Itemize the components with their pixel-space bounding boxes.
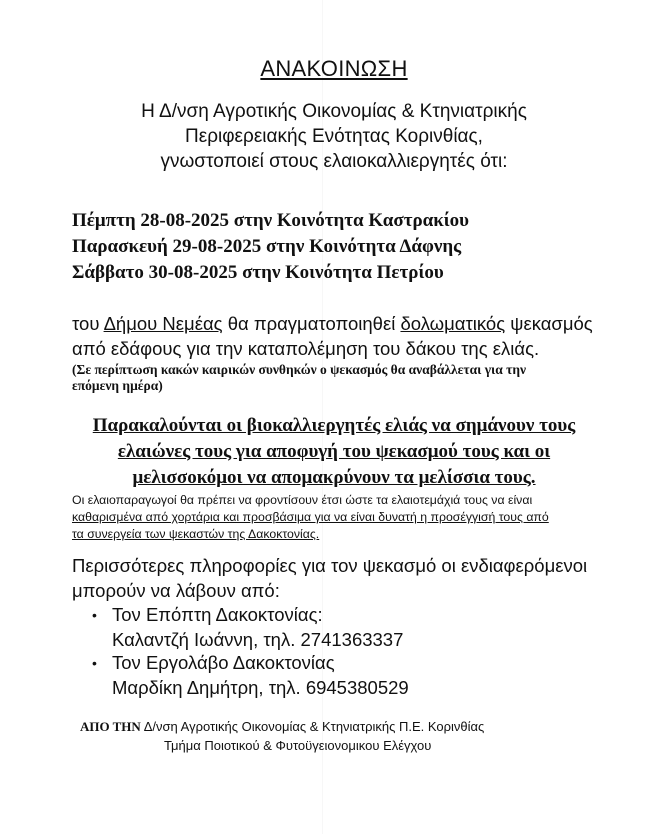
contact-contractor-role: Τον Εργολάβο Δακοκτονίας [112, 652, 335, 673]
bait-spray-term: δολωματικός [400, 313, 506, 334]
appeal-line-3: μελισσοκόμοι να απομακρύνουν τα μελίσσια τους. [132, 467, 536, 488]
intro-line-1: Η Δ/νση Αγροτικής Οικονομίας & Κτηνιατρικής [141, 101, 527, 122]
appeal-line-2: ελαιώνες τους για αποφυγή του ψεκασμού τους και οι [117, 441, 551, 462]
intro-line-3: γνωστοποιεί στους ελαιοκαλλιεργητές ότι: [160, 151, 508, 172]
body-line-1 [72, 313, 593, 335]
date-dafni: Παρασκευή 29-08-2025 στην Κοινότητα Δάφνης [72, 236, 462, 257]
weather-note-line-1: (Σε περίπτωση κακών καιρικών συνθηκών ο ψεκασμός θα αναβάλλεται για την [72, 362, 527, 377]
footer-from: ΑΠΟ ΤΗΝ [80, 719, 141, 734]
info-line-1: Περισσότερες πληροφορίες για τον ψεκασμό οι ενδιαφερόμενοι [72, 555, 588, 576]
contact-contractor-person: Μαρδίκη Δημήτρη, τηλ. 6945380529 [112, 677, 409, 698]
date-kastraki: Πέμπτη 28-08-2025 στην Κοινότητα Καστρακίου [72, 210, 470, 231]
footer-line-2: Τμήμα Ποιοτικού & Φυτοϋγειονομικου Ελέγχου [164, 738, 432, 753]
contact-supervisor-role: Τον Επόπτη Δακοκτονίας: [112, 604, 323, 625]
announcement-title: ΑΝΑΚΟΙΝΩΣΗ [260, 56, 408, 81]
body-text: του [72, 313, 104, 334]
growers-line-2: καθαρισμένα από χορτάρια και προσβάσιμα για να είναι δυνατή η προσέγγισή τους από [72, 510, 549, 524]
weather-note-line-2: επόμενη ημέρα) [72, 378, 163, 393]
body-text: ψεκασμός [505, 313, 593, 334]
info-line-2: μπορούν να λάβουν από: [72, 580, 280, 601]
municipality-name: Δήμου Νεμέας [103, 313, 223, 334]
bullet-icon: • [92, 655, 97, 671]
footer-line-1 [80, 719, 484, 735]
body-text: θα πραγματοποιηθεί [222, 313, 401, 334]
contact-supervisor-person: Καλαντζή Ιωάννη, τηλ. 2741363337 [112, 629, 404, 650]
growers-line-3: τα συνεργεία των ψεκαστών της Δακοκτονίας. [72, 527, 320, 541]
growers-line-1: Οι ελαιοπαραγωγοί θα πρέπει να φροντίσουν έτσι ώστε τα ελαιοτεμάχιά τους να είναι [72, 493, 533, 507]
bullet-icon: • [92, 607, 97, 623]
date-petri: Σάββατο 30-08-2025 στην Κοινότητα Πετρίου [72, 262, 444, 283]
footer-directorate: Δ/νση Αγροτικής Οικονομίας & Κτηνιατρικής Π.Ε. Κορινθίας [140, 719, 485, 734]
intro-line-2: Περιφερειακής Ενότητας Κορινθίας, [185, 126, 483, 147]
appeal-line-1: Παρακαλούνται οι βιοκαλλιεργητές ελιάς να σημάνουν τους [92, 415, 576, 436]
body-line-2: από εδάφους για την καταπολέμηση του δάκου της ελιάς. [72, 338, 540, 359]
